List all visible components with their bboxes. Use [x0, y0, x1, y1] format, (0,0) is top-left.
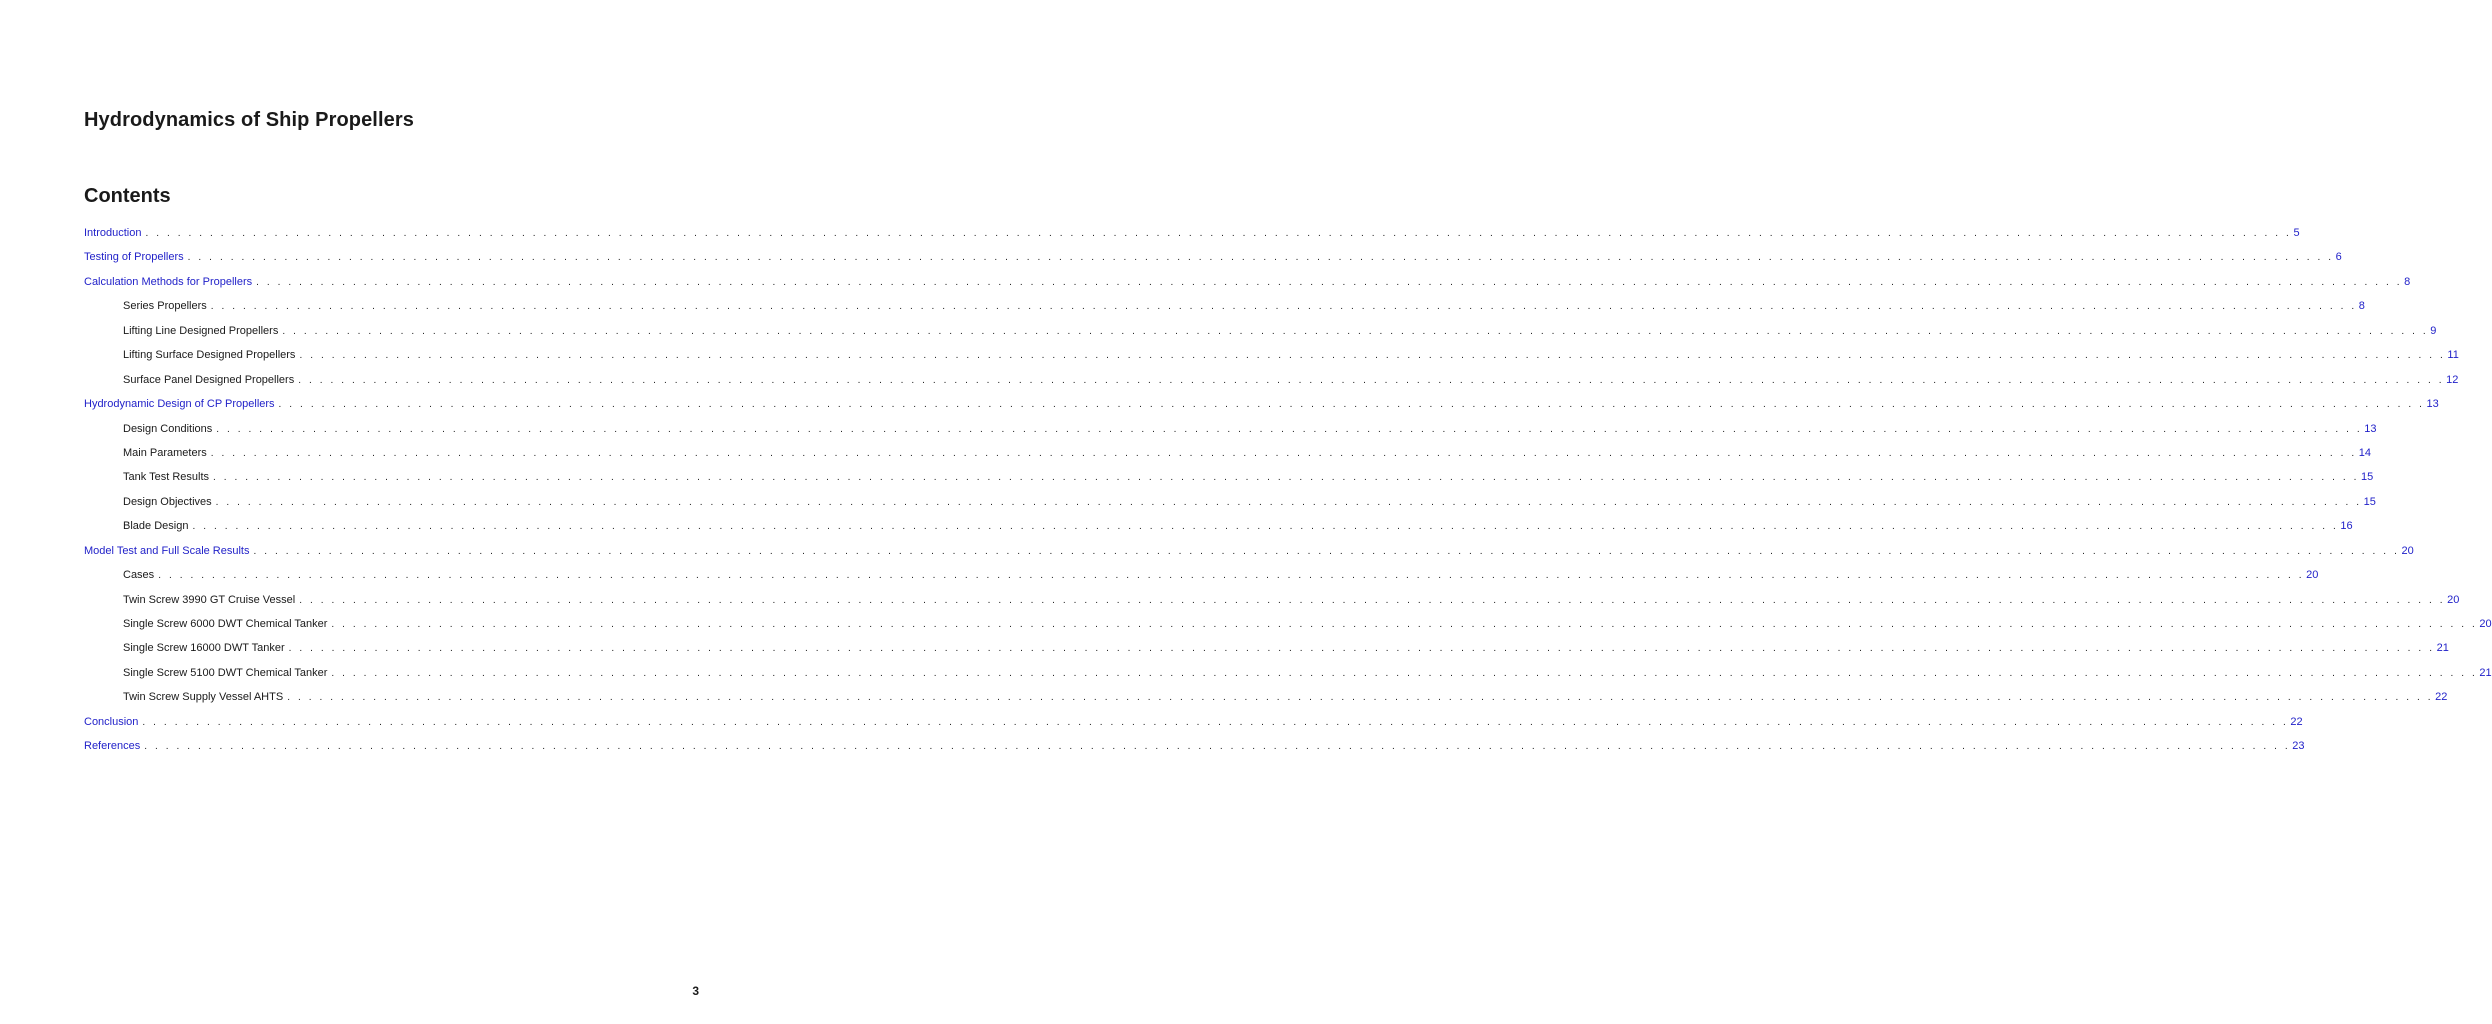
- toc-entry-label[interactable]: Blade Design: [123, 520, 189, 533]
- toc-subsection-entry[interactable]: [84, 566, 2319, 590]
- toc-dot-leader: . . . . . . . . . . . . . . . . . . . . . . . . . . . . . . . . . . . . . . . . . . . . . . . . . . . . . . . . . . . . . . . . . . . . . . . . . . . . . . . . . . . . . . . . . . . . . . . . . . . . . . . . . . . . . . . . . . . . . . . . . . . . . . . . . . . . . . . . . . . . . . . . . . . . . . . . . . . . . . . . . . . . . . . . . . . . . . . . . . . . . . . . . . . . . . . . . . . . . . . .: [158, 570, 2305, 582]
- toc-subsection-entry[interactable]: [84, 615, 2492, 639]
- toc-entry-page[interactable]: 13: [2364, 422, 2377, 435]
- toc-dot-leader: . . . . . . . . . . . . . . . . . . . . . . . . . . . . . . . . . . . . . . . . . . . . . . . . . . . . . . . . . . . . . . . . . . . . . . . . . . . . . . . . . . . . . . . . . . . . . . . . . . . . . . . . . . . . . . . . . . . . . . . . . . . . . . . . . . . . . . . . . . . . . . . . . . . . . . . . . . . . . . . . . . . . . . . . . . . . . . . . . . . . . . . . . . . . . . . . . . . . . . . .: [216, 423, 2363, 435]
- toc-dot-leader: . . . . . . . . . . . . . . . . . . . . . . . . . . . . . . . . . . . . . . . . . . . . . . . . . . . . . . . . . . . . . . . . . . . . . . . . . . . . . . . . . . . . . . . . . . . . . . . . . . . . . . . . . . . . . . . . . . . . . . . . . . . . . . . . . . . . . . . . . . . . . . . . . . . . . . . . . . . . . . . . . . . . . . . . . . . . . . . . . . . . . . . . . . . . . . . . . . . . . . . .: [210, 447, 2357, 459]
- toc-dot-leader: . . . . . . . . . . . . . . . . . . . . . . . . . . . . . . . . . . . . . . . . . . . . . . . . . . . . . . . . . . . . . . . . . . . . . . . . . . . . . . . . . . . . . . . . . . . . . . . . . . . . . . . . . . . . . . . . . . . . . . . . . . . . . . . . . . . . . . . . . . . . . . . . . . . . . . . . . . . . . . . . . . . . . . . . . . . . . . . . . . . . . . . . . . . . . . . . . . . . . . . .: [278, 399, 2425, 411]
- toc-entry-page[interactable]: 5: [2293, 227, 2300, 239]
- toc-entry-label[interactable]: Calculation Methods for Propellers: [84, 275, 253, 288]
- toc-dot-leader: . . . . . . . . . . . . . . . . . . . . . . . . . . . . . . . . . . . . . . . . . . . . . . . . . . . . . . . . . . . . . . . . . . . . . . . . . . . . . . . . . . . . . . . . . . . . . . . . . . . . . . . . . . . . . . . . . . . . . . . . . . . . . . . . . . . . . . . . . . . . . . . . . . . . . . . . . . . . . . . . . . . . . . . . . . . . . . . . . . . . . . . . . . . . . . . . . . . . . . . .: [287, 692, 2434, 704]
- toc-entry-page[interactable]: 9: [2430, 324, 2437, 337]
- toc-dot-leader: . . . . . . . . . . . . . . . . . . . . . . . . . . . . . . . . . . . . . . . . . . . . . . . . . . . . . . . . . . . . . . . . . . . . . . . . . . . . . . . . . . . . . . . . . . . . . . . . . . . . . . . . . . . . . . . . . . . . . . . . . . . . . . . . . . . . . . . . . . . . . . . . . . . . . . . . . . . . . . . . . . . . . . . . . . . . . . . . . . . . . . . . . . . . . . . . . . . . . . . .: [210, 301, 2357, 313]
- toc-subsection-entry[interactable]: [84, 591, 2460, 615]
- toc-subsection-entry[interactable]: [84, 639, 2449, 663]
- toc-entry-page[interactable]: 23: [2292, 740, 2305, 753]
- toc-dot-leader: . . . . . . . . . . . . . . . . . . . . . . . . . . . . . . . . . . . . . . . . . . . . . . . . . . . . . . . . . . . . . . . . . . . . . . . . . . . . . . . . . . . . . . . . . . . . . . . . . . . . . . . . . . . . . . . . . . . . . . . . . . . . . . . . . . . . . . . . . . . . . . . . . . . . . . . . . . . . . . . . . . . . . . . . . . . . . . . . . . . . . . . . . . . . . . . . . . . . . . . .: [213, 472, 2359, 484]
- toc-entry-label[interactable]: Cases: [123, 569, 155, 582]
- toc-dot-leader: . . . . . . . . . . . . . . . . . . . . . . . . . . . . . . . . . . . . . . . . . . . . . . . . . . . . . . . . . . . . . . . . . . . . . . . . . . . . . . . . . . . . . . . . . . . . . . . . . . . . . . . . . . . . . . . . . . . . . . . . . . . . . . . . . . . . . . . . . . . . . . . . . . . . . . . . . . . . . . . . . . . . . . . . . . . . . . . . . . . . . . . . . . . . . . . . . . . . . . . .: [256, 276, 2403, 288]
- toc-section-entry[interactable]: [84, 248, 2342, 272]
- toc-entry-label[interactable]: References: [84, 740, 141, 753]
- toc-dot-leader: . . . . . . . . . . . . . . . . . . . . . . . . . . . . . . . . . . . . . . . . . . . . . . . . . . . . . . . . . . . . . . . . . . . . . . . . . . . . . . . . . . . . . . . . . . . . . . . . . . . . . . . . . . . . . . . . . . . . . . . . . . . . . . . . . . . . . . . . . . . . . . . . . . . . . . . . . . . . . . . . . . . . . . . . . . . . . . . . . . . . . . . . . . . . . . . . . . . . . . . .: [299, 350, 2446, 362]
- toc-entry-label[interactable]: Design Objectives: [123, 495, 212, 508]
- toc-entry-page[interactable]: 20: [2447, 593, 2460, 606]
- toc-section-entry[interactable]: [84, 737, 2305, 761]
- toc-dot-leader: . . . . . . . . . . . . . . . . . . . . . . . . . . . . . . . . . . . . . . . . . . . . . . . . . . . . . . . . . . . . . . . . . . . . . . . . . . . . . . . . . . . . . . . . . . . . . . . . . . . . . . . . . . . . . . . . . . . . . . . . . . . . . . . . . . . . . . . . . . . . . . . . . . . . . . . . . . . . . . . . . . . . . . . . . . . . . . . . . . . . . . . . . . . . . . . . . . . . . . . .: [288, 643, 2435, 655]
- toc-subsection-entry[interactable]: [84, 468, 2374, 492]
- toc-dot-leader: . . . . . . . . . . . . . . . . . . . . . . . . . . . . . . . . . . . . . . . . . . . . . . . . . . . . . . . . . . . . . . . . . . . . . . . . . . . . . . . . . . . . . . . . . . . . . . . . . . . . . . . . . . . . . . . . . . . . . . . . . . . . . . . . . . . . . . . . . . . . . . . . . . . . . . . . . . . . . . . . . . . . . . . . . . . . . . . . . . . . . . . . . . . . . . . . . . . . . . . .: [145, 228, 2292, 239]
- toc-dot-leader: . . . . . . . . . . . . . . . . . . . . . . . . . . . . . . . . . . . . . . . . . . . . . . . . . . . . . . . . . . . . . . . . . . . . . . . . . . . . . . . . . . . . . . . . . . . . . . . . . . . . . . . . . . . . . . . . . . . . . . . . . . . . . . . . . . . . . . . . . . . . . . . . . . . . . . . . . . . . . . . . . . . . . . . . . . . . . . . . . . . . . . . . . . . . . . . . . . . . . . . .: [298, 374, 2445, 386]
- toc-entry-page[interactable]: 20: [2401, 544, 2414, 557]
- toc-subsection-entry[interactable]: [84, 371, 2459, 395]
- toc-subsection-entry[interactable]: [84, 346, 2459, 370]
- toc-entry-label[interactable]: Lifting Line Designed Propellers: [123, 324, 279, 337]
- toc-entry-label[interactable]: Testing of Propellers: [84, 251, 184, 264]
- toc-entry-label[interactable]: Model Test and Full Scale Results: [84, 544, 250, 557]
- toc-subsection-entry[interactable]: [84, 297, 2365, 321]
- toc-entry-label[interactable]: Twin Screw Supply Vessel AHTS: [123, 691, 284, 704]
- toc-entry-label[interactable]: Hydrodynamic Design of CP Propellers: [84, 398, 275, 411]
- toc-entry-page[interactable]: 12: [2446, 373, 2459, 386]
- toc-entry-label[interactable]: Single Screw 6000 DWT Chemical Tanker: [123, 618, 328, 630]
- toc-dot-leader: . . . . . . . . . . . . . . . . . . . . . . . . . . . . . . . . . . . . . . . . . . . . . . . . . . . . . . . . . . . . . . . . . . . . . . . . . . . . . . . . . . . . . . . . . . . . . . . . . . . . . . . . . . . . . . . . . . . . . . . . . . . . . . . . . . . . . . . . . . . . . . . . . . . . . . . . . . . . . . . . . . . . . . . . . . . . . . . . . . . . . . . . . . . . . . . . . . . . . . . .: [144, 741, 2291, 753]
- toc-subsection-entry[interactable]: [84, 322, 2437, 346]
- toc-section-entry[interactable]: [84, 273, 2411, 297]
- toc-section-entry[interactable]: [84, 224, 2300, 248]
- toc-entry-page[interactable]: 16: [2340, 520, 2353, 533]
- toc-subsection-entry[interactable]: [84, 420, 2377, 444]
- toc-entry-page[interactable]: 11: [2447, 349, 2459, 362]
- toc-dot-leader: . . . . . . . . . . . . . . . . . . . . . . . . . . . . . . . . . . . . . . . . . . . . . . . . . . . . . . . . . . . . . . . . . . . . . . . . . . . . . . . . . . . . . . . . . . . . . . . . . . . . . . . . . . . . . . . . . . . . . . . . . . . . . . . . . . . . . . . . . . . . . . . . . . . . . . . . . . . . . . . . . . . . . . . . . . . . . . . . . . . . . . . . . . . . . . . . . . . . . . . .: [142, 716, 2289, 728]
- toc-entry-label[interactable]: Single Screw 5100 DWT Chemical Tanker: [123, 666, 328, 679]
- toc-subsection-entry[interactable]: [84, 444, 2371, 468]
- toc-entry-page[interactable]: 22: [2290, 715, 2303, 728]
- toc-entry-label[interactable]: Main Parameters: [123, 446, 207, 459]
- toc-entry-label[interactable]: Design Conditions: [123, 422, 213, 435]
- toc-entry-page[interactable]: 22: [2435, 691, 2448, 704]
- toc-entry-label[interactable]: Surface Panel Designed Propellers: [123, 373, 295, 386]
- toc-entry-page[interactable]: 20: [2306, 569, 2319, 582]
- toc-entry-label[interactable]: Series Propellers: [123, 300, 207, 313]
- toc-subsection-entry[interactable]: [84, 664, 2492, 688]
- toc-entry-label[interactable]: Lifting Surface Designed Propellers: [123, 349, 296, 362]
- toc-section-entry[interactable]: [84, 395, 2439, 419]
- toc-dot-leader: . . . . . . . . . . . . . . . . . . . . . . . . . . . . . . . . . . . . . . . . . . . . . . . . . . . . . . . . . . . . . . . . . . . . . . . . . . . . . . . . . . . . . . . . . . . . . . . . . . . . . . . . . . . . . . . . . . . . . . . . . . . . . . . . . . . . . . . . . . . . . . . . . . . . . . . . . . . . . . . . . . . . . . . . . . . . . . . . . . . . . . . . . . . . . . . . . . . . . . . .: [282, 325, 2429, 337]
- toc-entry-page[interactable]: 13: [2426, 398, 2439, 411]
- toc-dot-leader: . . . . . . . . . . . . . . . . . . . . . . . . . . . . . . . . . . . . . . . . . . . . . . . . . . . . . . . . . . . . . . . . . . . . . . . . . . . . . . . . . . . . . . . . . . . . . . . . . . . . . . . . . . . . . . . . . . . . . . . . . . . . . . . . . . . . . . . . . . . . . . . . . . . . . . . . . . . . . . . . . . . . . . . . . . . . . . . . . . . . . . . . . . . . . . . . . . . . . . . .: [192, 521, 2339, 533]
- document-title: Hydrodynamics of Ship Propellers: [84, 109, 414, 131]
- toc-entry-label[interactable]: Twin Screw 3990 GT Cruise Vessel: [123, 593, 296, 606]
- toc-subsection-entry[interactable]: [84, 493, 2376, 517]
- toc-section-entry[interactable]: [84, 713, 2303, 737]
- contents-heading: Contents: [84, 185, 171, 207]
- toc-entry-label[interactable]: Single Screw 16000 DWT Tanker: [123, 642, 285, 655]
- toc-dot-leader: . . . . . . . . . . . . . . . . . . . . . . . . . . . . . . . . . . . . . . . . . . . . . . . . . . . . . . . . . . . . . . . . . . . . . . . . . . . . . . . . . . . . . . . . . . . . . . . . . . . . . . . . . . . . . . . . . . . . . . . . . . . . . . . . . . . . . . . . . . . . . . . . . . . . . . . . . . . . . . . . . . . . . . . . . . . . . . . . . . . . . . . . . . . . . . . . . . . . . . . .: [187, 252, 2334, 264]
- toc-subsection-entry[interactable]: [84, 517, 2353, 541]
- toc-entry-label[interactable]: Tank Test Results: [123, 471, 210, 484]
- toc-subsection-entry[interactable]: [84, 688, 2448, 712]
- toc-entry-label[interactable]: Conclusion: [84, 715, 139, 728]
- toc-entry-page[interactable]: 15: [2360, 471, 2374, 484]
- toc-entry-page[interactable]: 8: [2404, 275, 2411, 288]
- toc-dot-leader: . . . . . . . . . . . . . . . . . . . . . . . . . . . . . . . . . . . . . . . . . . . . . . . . . . . . . . . . . . . . . . . . . . . . . . . . . . . . . . . . . . . . . . . . . . . . . . . . . . . . . . . . . . . . . . . . . . . . . . . . . . . . . . . . . . . . . . . . . . . . . . . . . . . . . . . . . . . . . . . . . . . . . . . . . . . . . . . . . . . . . . . . . . . . . . . . . . . . . . . .: [215, 496, 2362, 508]
- toc-entry-page[interactable]: 15: [2363, 495, 2376, 508]
- toc-dot-leader: . . . . . . . . . . . . . . . . . . . . . . . . . . . . . . . . . . . . . . . . . . . . . . . . . . . . . . . . . . . . . . . . . . . . . . . . . . . . . . . . . . . . . . . . . . . . . . . . . . . . . . . . . . . . . . . . . . . . . . . . . . . . . . . . . . . . . . . . . . . . . . . . . . . . . . . . . . . . . . . . . . . . . . . . . . . . . . . . . . . . . . . . . . . . . . . . . . . . . . . .: [331, 619, 2478, 630]
- toc-entry-page[interactable]: 20: [2479, 618, 2492, 630]
- toc-dot-leader: . . . . . . . . . . . . . . . . . . . . . . . . . . . . . . . . . . . . . . . . . . . . . . . . . . . . . . . . . . . . . . . . . . . . . . . . . . . . . . . . . . . . . . . . . . . . . . . . . . . . . . . . . . . . . . . . . . . . . . . . . . . . . . . . . . . . . . . . . . . . . . . . . . . . . . . . . . . . . . . . . . . . . . . . . . . . . . . . . . . . . . . . . . . . . . . . . . . . . . . .: [331, 667, 2478, 679]
- toc-entry-page[interactable]: 8: [2358, 300, 2365, 313]
- table-of-contents: [84, 224, 2492, 762]
- toc-entry-page[interactable]: 14: [2358, 446, 2371, 459]
- toc-dot-leader: . . . . . . . . . . . . . . . . . . . . . . . . . . . . . . . . . . . . . . . . . . . . . . . . . . . . . . . . . . . . . . . . . . . . . . . . . . . . . . . . . . . . . . . . . . . . . . . . . . . . . . . . . . . . . . . . . . . . . . . . . . . . . . . . . . . . . . . . . . . . . . . . . . . . . . . . . . . . . . . . . . . . . . . . . . . . . . . . . . . . . . . . . . . . . . . . . . . . . . . .: [253, 545, 2400, 557]
- toc-entry-page[interactable]: 21: [2479, 666, 2492, 679]
- toc-entry-page[interactable]: 21: [2436, 642, 2449, 655]
- page-number: 3: [692, 984, 699, 998]
- toc-section-entry[interactable]: [84, 542, 2414, 566]
- toc-entry-page[interactable]: 6: [2335, 251, 2342, 264]
- toc-dot-leader: . . . . . . . . . . . . . . . . . . . . . . . . . . . . . . . . . . . . . . . . . . . . . . . . . . . . . . . . . . . . . . . . . . . . . . . . . . . . . . . . . . . . . . . . . . . . . . . . . . . . . . . . . . . . . . . . . . . . . . . . . . . . . . . . . . . . . . . . . . . . . . . . . . . . . . . . . . . . . . . . . . . . . . . . . . . . . . . . . . . . . . . . . . . . . . . . . . . . . . . .: [299, 594, 2446, 606]
- toc-entry-label[interactable]: Introduction: [84, 227, 142, 239]
